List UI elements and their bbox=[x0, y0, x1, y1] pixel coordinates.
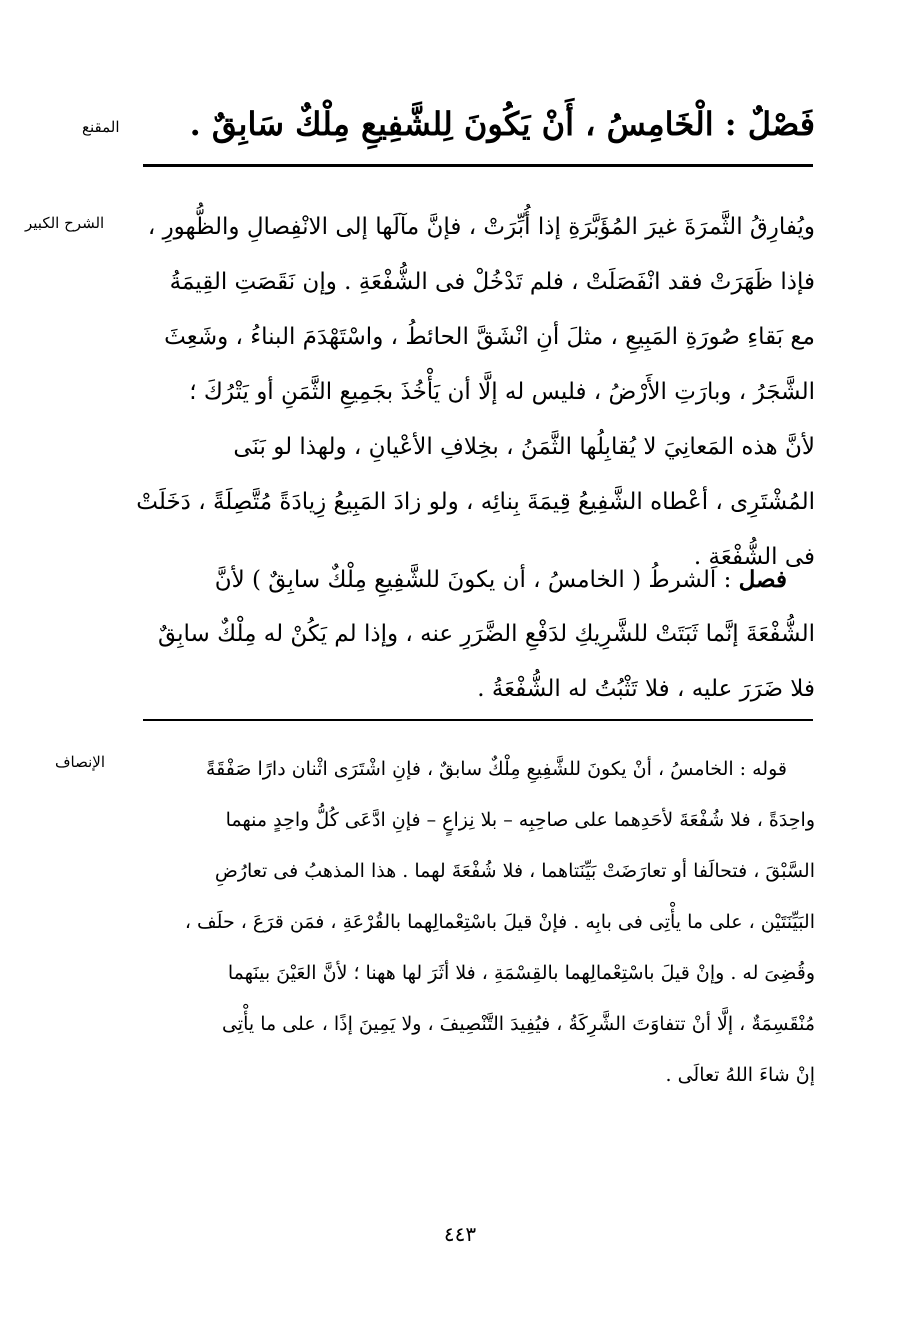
text-line: فإذا ظَهَرَتْ فقد انْفَصَلَتْ ، فلم تَدْخُلْ فى الشُّفْعَةِ . وإن نَقَصَتِ القِيمَةُ bbox=[169, 269, 815, 295]
section-divider bbox=[143, 719, 813, 721]
text-line: إنْ شاءَ اللهُ تعالَى . bbox=[665, 1064, 815, 1086]
fasl-label: فصل bbox=[738, 566, 787, 593]
side-label-sharh: الشرح الكبير bbox=[25, 214, 105, 232]
text-line bbox=[135, 552, 815, 607]
insaf-paragraph bbox=[135, 744, 815, 1101]
text-line: الشُّفْعَةَ إنَّما ثَبَتَتْ للشَّرِيكِ لدَفْعِ الضَّرَرِ عنه ، وإذا لم يَكُنْ له مِلْكٌ سابِقٌ bbox=[157, 621, 815, 647]
text-line: وقُضِىَ له . وإنْ قيلَ باسْتِعْمالِهما بالقِسْمَةِ ، فلا أثَرَ لها ههنا ؛ لأنَّ العَيْنَ بينَهما bbox=[227, 962, 815, 984]
text-line: لأنَّ هذه المَعانِيَ لا يُقابِلُها الثَّمَنُ ، بخِلافِ الأعْيانِ ، ولهذا لو بَنَى bbox=[233, 434, 815, 460]
text-line: فى الشُّفْعَةِ . bbox=[693, 544, 815, 570]
text-line: فلا ضَرَرَ عليه ، فلا تَثْبُتُ له الشُّفْعَةُ . bbox=[477, 676, 815, 702]
text-line: السَّبْقَ ، فتحالَفا أو تعارَضَتْ بَيِّنَتاهما ، فلا شُفْعَةَ لهما . هذا المذهبُ فى تعارُضِ bbox=[214, 860, 815, 882]
text-line: المُشْتَرِى ، أعْطاه الشَّفِيعُ قِيمَةَ بِنائِه ، ولو زادَ المَبِيعُ زِيادَةً مُتَّصِلَةً ، دَخَلَتْ bbox=[136, 489, 815, 515]
text-line: مع بَقاءِ صُورَةِ المَبِيعِ ، مثلَ أنِ انْشَقَّ الحائطُ ، واسْتَهْدَمَ البناءُ ، وشَعِثَ bbox=[164, 324, 815, 350]
text-line: مُنْقَسِمَةٌ ، إلَّا أنْ تتفاوَتَ الشَّرِكَةُ ، فيُفِيدَ التَّنْصِيفَ ، ولا يَمِينَ إذًا ، على ما يأْتِى bbox=[221, 1013, 815, 1035]
text-line: ويُفارِقُ الثَّمرَةَ غيرَ المُؤَبَّرَةِ إذا أُبِّرَتْ ، فإنَّ مآلَها إلى الانْفِصالِ والظُّهورِ ، bbox=[147, 214, 815, 240]
sharh-paragraph bbox=[135, 200, 815, 585]
chapter-heading: فَصْلٌ : الْخَامِسُ ، أَنْ يَكُونَ لِلشَّفِيعِ مِلْكٌ سَابِقٌ . bbox=[189, 105, 815, 143]
fasl-paragraph bbox=[135, 552, 815, 717]
text-line: واحِدَةً ، فلا شُفْعَةَ لأحَدِهما على صاحِبِه – بلا نِزاعٍ – فإنِ ادَّعَى كُلُّ واحِدٍ منهما bbox=[225, 809, 815, 831]
side-label-muqni: المقنع bbox=[82, 118, 120, 136]
text-line: الشَّجَرُ ، وبارَتِ الأَرْضُ ، فليس له إلَّا أن يَأْخُذَ بجَمِيعِ الثَّمَنِ أو يَتْرُكَ ؛ bbox=[189, 379, 815, 405]
text-line: قوله : الخامسُ ، أنْ يكونَ للشَّفِيعِ مِلْكٌ سابقٌ ، فإنِ اشْتَرَى اثْنان دارًا صَفْقَةً bbox=[205, 758, 787, 780]
text-line: البَيِّنَتَيْن ، على ما يأْتِى فى بابِه . فإنْ قيلَ باسْتِعْمالِهما بالقُرْعَةِ ، فمَن قرَعَ ، حلَف ، bbox=[184, 911, 815, 933]
side-label-insaf: الإنصاف bbox=[55, 753, 106, 771]
fasl-text: : الشرطُ ( الخامسُ ، أن يكونَ للشَّفِيعِ مِلْكٌ سابِقٌ ) لأنَّ bbox=[214, 567, 732, 593]
page-number: ٤٤٣ bbox=[443, 1222, 477, 1246]
heading-divider bbox=[143, 164, 813, 167]
